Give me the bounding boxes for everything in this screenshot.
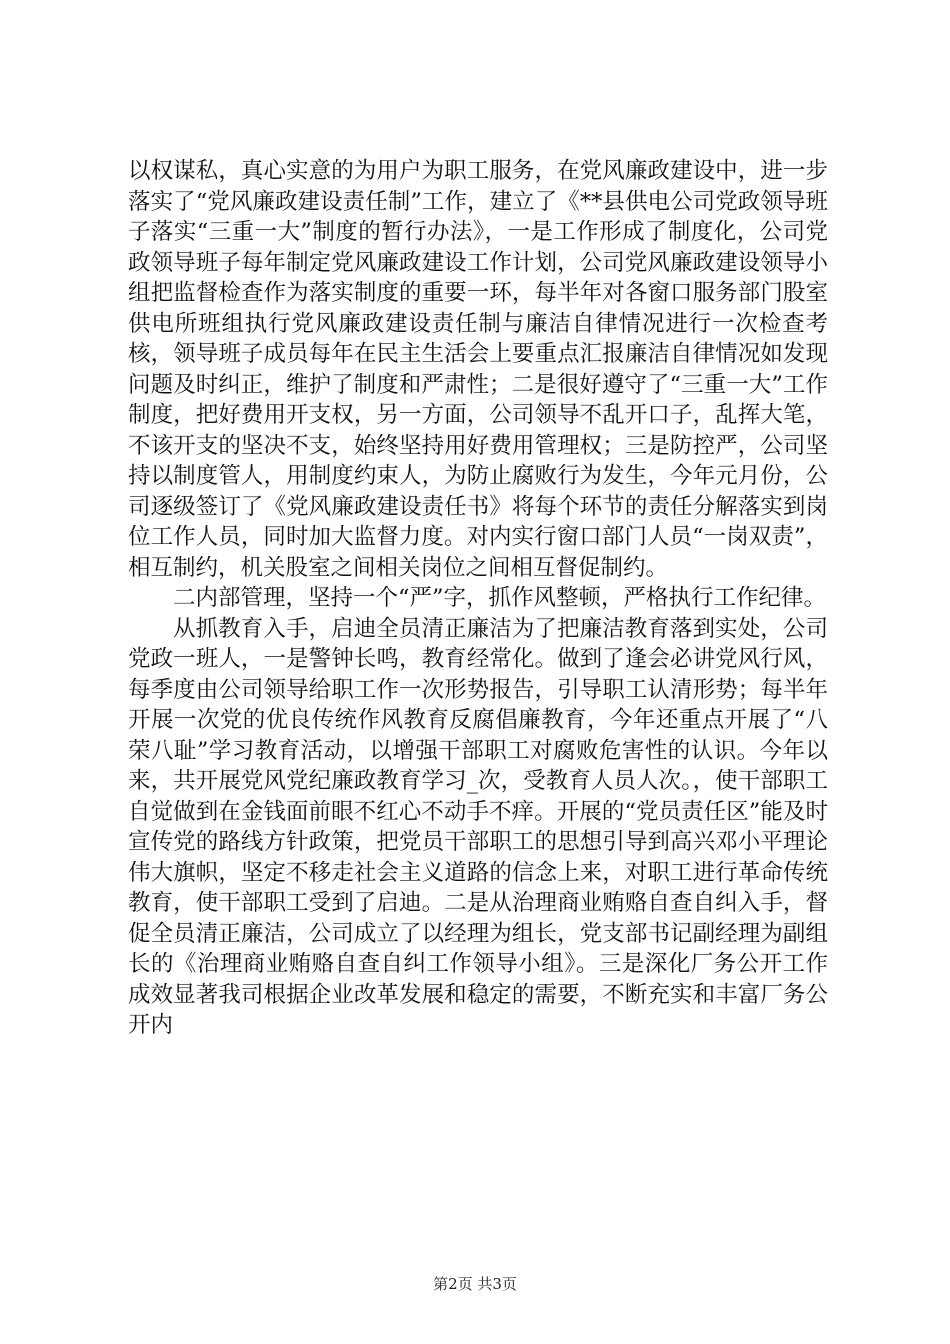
- page-number-footer: 第2页 共3页: [433, 1275, 517, 1293]
- paragraph-1: 以权谋私，真心实意的为用户为职工服务，在党风廉政建设中，进一步落实了“党风廉政建设责任制”工作，建立了《**县供电公司党政领导班子落实“三重一大”制度的暂行办法》，一是工作形成了制度化，公司党政领导班子每年制定党风廉政建设工作计划，公司党风廉政建设领导小组把监督检查作为落实制度的重要一环，每半年对各窗口服务部门股室供电所班组执行党风廉政建设责任制与廉洁自律情况进行一次检查考核，领导班子成员每年在民主生活会上要重点汇报廉洁自律情况如发现问题及时纠正，维护了制度和严肃性；二是很好遵守了“三重一大”工作制度，把好费用开支权，另一方面，公司领导不乱开口子，乱挥大笔，不该开支的坚决不支，始终坚持用好费用管理权；三是防控严，公司坚持以制度管人，用制度约束人，为防止腐败行为发生，今年元月份，公司逐级签订了《党风廉政建设责任书》将每个环节的责任分解落实到岗位工作人员，同时加大监督力度。对内实行窗口部门人员“一岗双责”，相互制约，机关股室之间相关岗位之间相互督促制约。: [128, 158, 828, 581]
- paragraph-2-section-heading: 二内部管理，坚持一个“严”字，抓作风整顿，严格执行工作纪律。: [173, 585, 827, 611]
- document-body: [128, 156, 828, 1041]
- paragraph-3: 从抓教育入手，启迪全员清正廉洁为了把廉洁教育落到实处，公司党政一班人，一是警钟长鸣，教育经常化。做到了逢会必讲党风行风，每季度由公司领导给职工作一次形势报告，引导职工认清形势；每半年开展一次党的优良传统作风教育反腐倡廉教育，今年还重点开展了“八荣八耻”学习教育活动，以增强干部职工对腐败危害性的认识。今年以来，共开展党风党纪廉政教育学习_次，受教育人员人次。，使干部职工自觉做到在金钱面前眼不红心不动手不痒。开展的“党员责任区”能及时宣传党的路线方针政策，把党员干部职工的思想引导到高兴邓小平理论伟大旗帜，坚定不移走社会主义道路的信念上来，对职工进行革命传统教育，使干部职工受到了启迪。二是从治理商业贿赂自查自纠入手，督促全员清正廉洁，公司成立了以经理为组长，党支部书记副经理为副组长的《治理商业贿赂自查自纠工作领导小组》。三是深化厂务公开工作成效显著我司根据企业改革发展和稳定的需要，不断充实和丰富厂务公开内: [128, 615, 828, 1038]
